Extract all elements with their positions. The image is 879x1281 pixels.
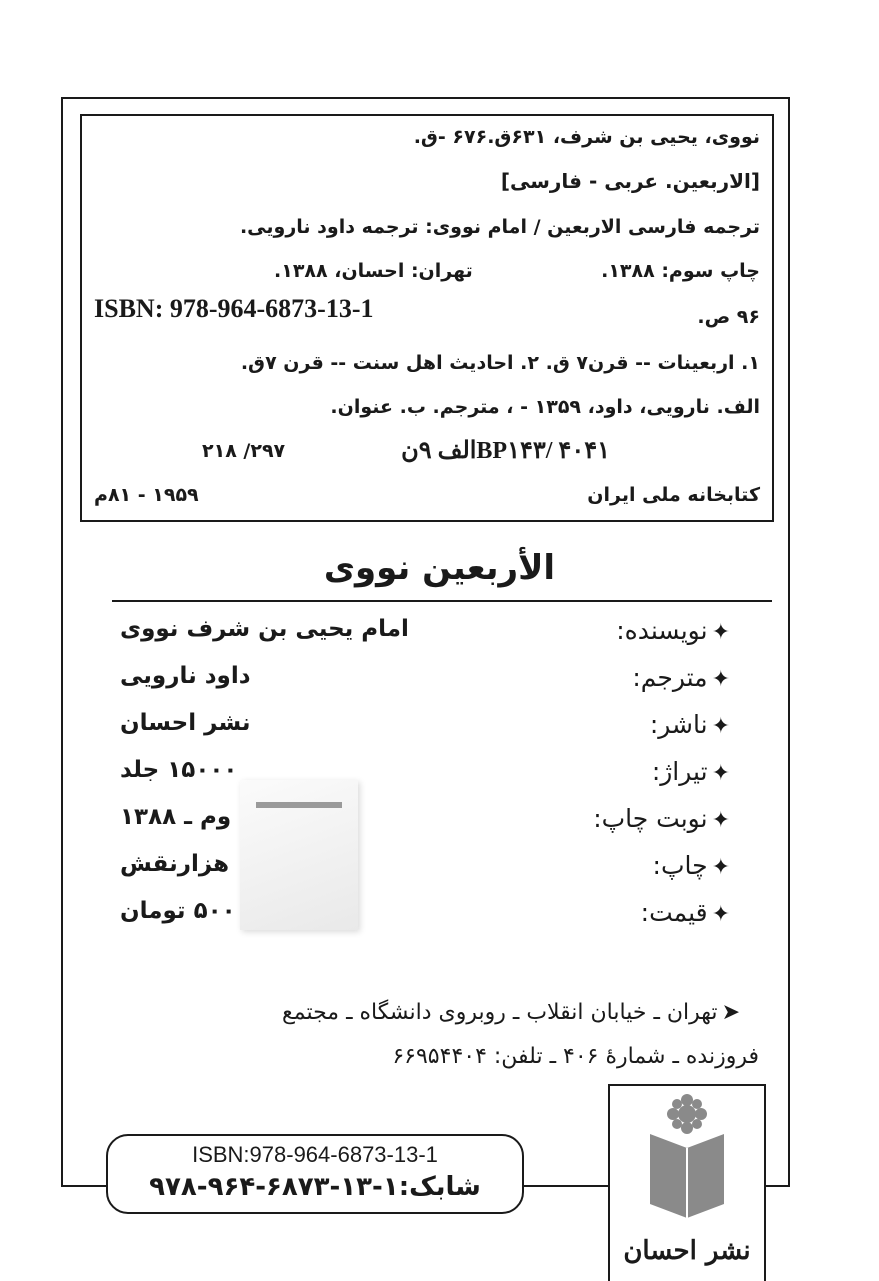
circulation-value: ۱۵۰۰۰ جلد [120,757,238,783]
cip-uniform-title: [الاربعین. عربی - فارسی] [500,169,760,193]
cip-library: کتابخانه ملی ایران [587,484,760,506]
star-bullet-icon: ✦ [711,808,730,833]
info-row-edition [100,804,730,848]
cip-catalog-box [80,114,774,522]
address-text-2: فروزنده ـ شمارهٔ ۴۰۶ ـ تلفن: ۶۶۹۵۴۴۰۴ [392,1044,759,1069]
publisher-logo [608,1084,766,1281]
edition-label: نوبت چاپ: [593,804,708,833]
book-title: الأربعین نووی [323,548,556,588]
logo-text: نشر احسان [623,1236,751,1266]
book-flower-icon [610,1086,764,1236]
price-sticker [240,780,358,930]
cip-edition-line [94,256,760,286]
cip-title-line: ترجمه فارسی الاربعین / امام نووی: ترجمه داود نارویی. [239,216,760,238]
cip-pages: ۹۶ ص. [697,306,760,328]
printing-value: هزارنقش [120,851,230,877]
title-divider [112,600,772,602]
cip-isbn: ISBN: 978-964-6873-13-1 [94,294,374,323]
translator-value: داود نارویی [120,663,251,689]
info-row-printing [100,851,730,895]
cip-imprint: تهران: احسان، ۱۳۸۸. [274,260,473,282]
isbn-persian: شابک:۱-۱۳-۶۸۷۳-۹۶۴-۹۷۸ [149,1172,481,1202]
info-row-translator [100,663,730,707]
star-bullet-icon: ✦ [711,761,730,786]
star-bullet-icon: ✦ [711,855,730,880]
printing-label: چاپ: [652,851,708,880]
cip-dewey: ۲۹۷/ ۲۱۸ [202,440,286,462]
cip-added-entries: الف. نارویی، داود، ۱۳۵۹ - ، مترجم. ب. عنوان. [330,396,760,418]
cip-author-line: نووی، یحیی بن شرف، ۶۳۱ق.۶۷۶ -ق. [413,126,760,148]
publisher-value: نشر احسان [120,710,251,736]
cip-subjects: ۱. اربعینات -- قرن۷ ق. ۲. احادیث اهل سنت -- قرن ۷ق. [240,352,760,374]
isbn-latin: ISBN:978-964-6873-13-1 [192,1142,438,1167]
cip-edition: چاپ سوم: ۱۳۸۸. [601,260,760,282]
info-row-author [100,616,730,660]
info-row-circulation [100,757,730,801]
cip-classification: BP۱۴۳/ ۴۰۴۱الف ۹ن [401,438,610,464]
location-arrow-icon: ➤ [721,1000,740,1025]
cip-classification-line [94,436,760,466]
star-bullet-icon: ✦ [711,714,730,739]
cip-pages-line [94,294,760,332]
star-bullet-icon: ✦ [711,902,730,927]
edition-value: وم ـ ۱۳۸۸ [120,804,232,830]
cip-national-number: ۱۹۵۹ - ۸۱م [94,484,199,506]
isbn-box [106,1134,524,1214]
star-bullet-icon: ✦ [711,667,730,692]
address-text-1: تهران ـ خیابان انقلاب ـ روبروی دانشگاه ـ مجتمع [282,1000,718,1025]
author-value: امام یحیی بن شرف نووی [120,616,409,642]
star-bullet-icon: ✦ [711,620,730,645]
publisher-label: ناشر: [649,710,708,739]
cip-library-line [94,480,760,510]
price-value: ۵۰۰ تومان [120,898,236,924]
sticker-stripe [256,802,342,808]
address-line-1 [100,1000,740,1025]
info-row-price [100,898,730,942]
translator-label: مترجم: [632,663,708,692]
author-label: نویسنده: [616,616,708,645]
info-row-publisher [100,710,730,754]
price-label: قیمت: [640,898,708,927]
circulation-label: تیراژ: [651,757,708,786]
